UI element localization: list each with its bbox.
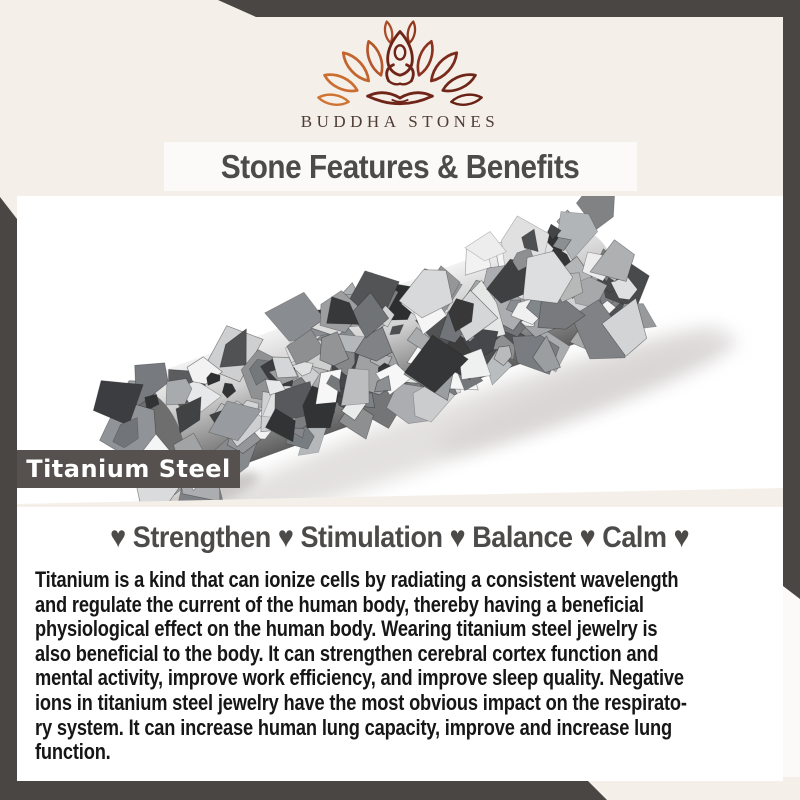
paragraph-line: and regulate the current of the human body, thereby having a beneficial	[35, 591, 644, 617]
lotus-meditation-icon	[305, 20, 495, 120]
paragraph-line: Titanium is a kind that can ionize cells by radiating a consistent wavelength	[35, 567, 679, 592]
benefits-panel	[17, 507, 783, 781]
paragraph-line: physiological effect on the human body. Wearing titanium steel jewelry is	[35, 616, 658, 642]
banner-title: Stone Features & Benefits	[221, 148, 580, 185]
benefits-heading	[17, 520, 783, 561]
paragraph-line: function.	[35, 739, 111, 765]
brand-name: BUDDHA STONES	[300, 112, 500, 131]
product-label	[17, 450, 240, 488]
right-edge-strip	[783, 586, 800, 777]
paragraph-line: mental activity, improve work efficiency, and improve sleep quality. Negative	[35, 665, 684, 691]
benefits-paragraph	[17, 568, 783, 765]
product-label-text: Titanium Steel	[26, 455, 231, 483]
paragraph-line: also beneficial to the body. It can strengthen cerebral cortex function and	[35, 640, 659, 666]
features-banner	[164, 142, 637, 191]
brand-header	[0, 0, 800, 142]
benefits-heading-text: ♥ Strengthen ♥ Stimulation ♥ Balance ♥ Calm ♥	[110, 521, 690, 554]
paragraph-line: ry system. It can increase human lung capacity, improve and increase lung	[35, 714, 673, 740]
paragraph-line: ions in titanium steel jewelry have the most obvious impact on the respirato-	[35, 689, 687, 715]
